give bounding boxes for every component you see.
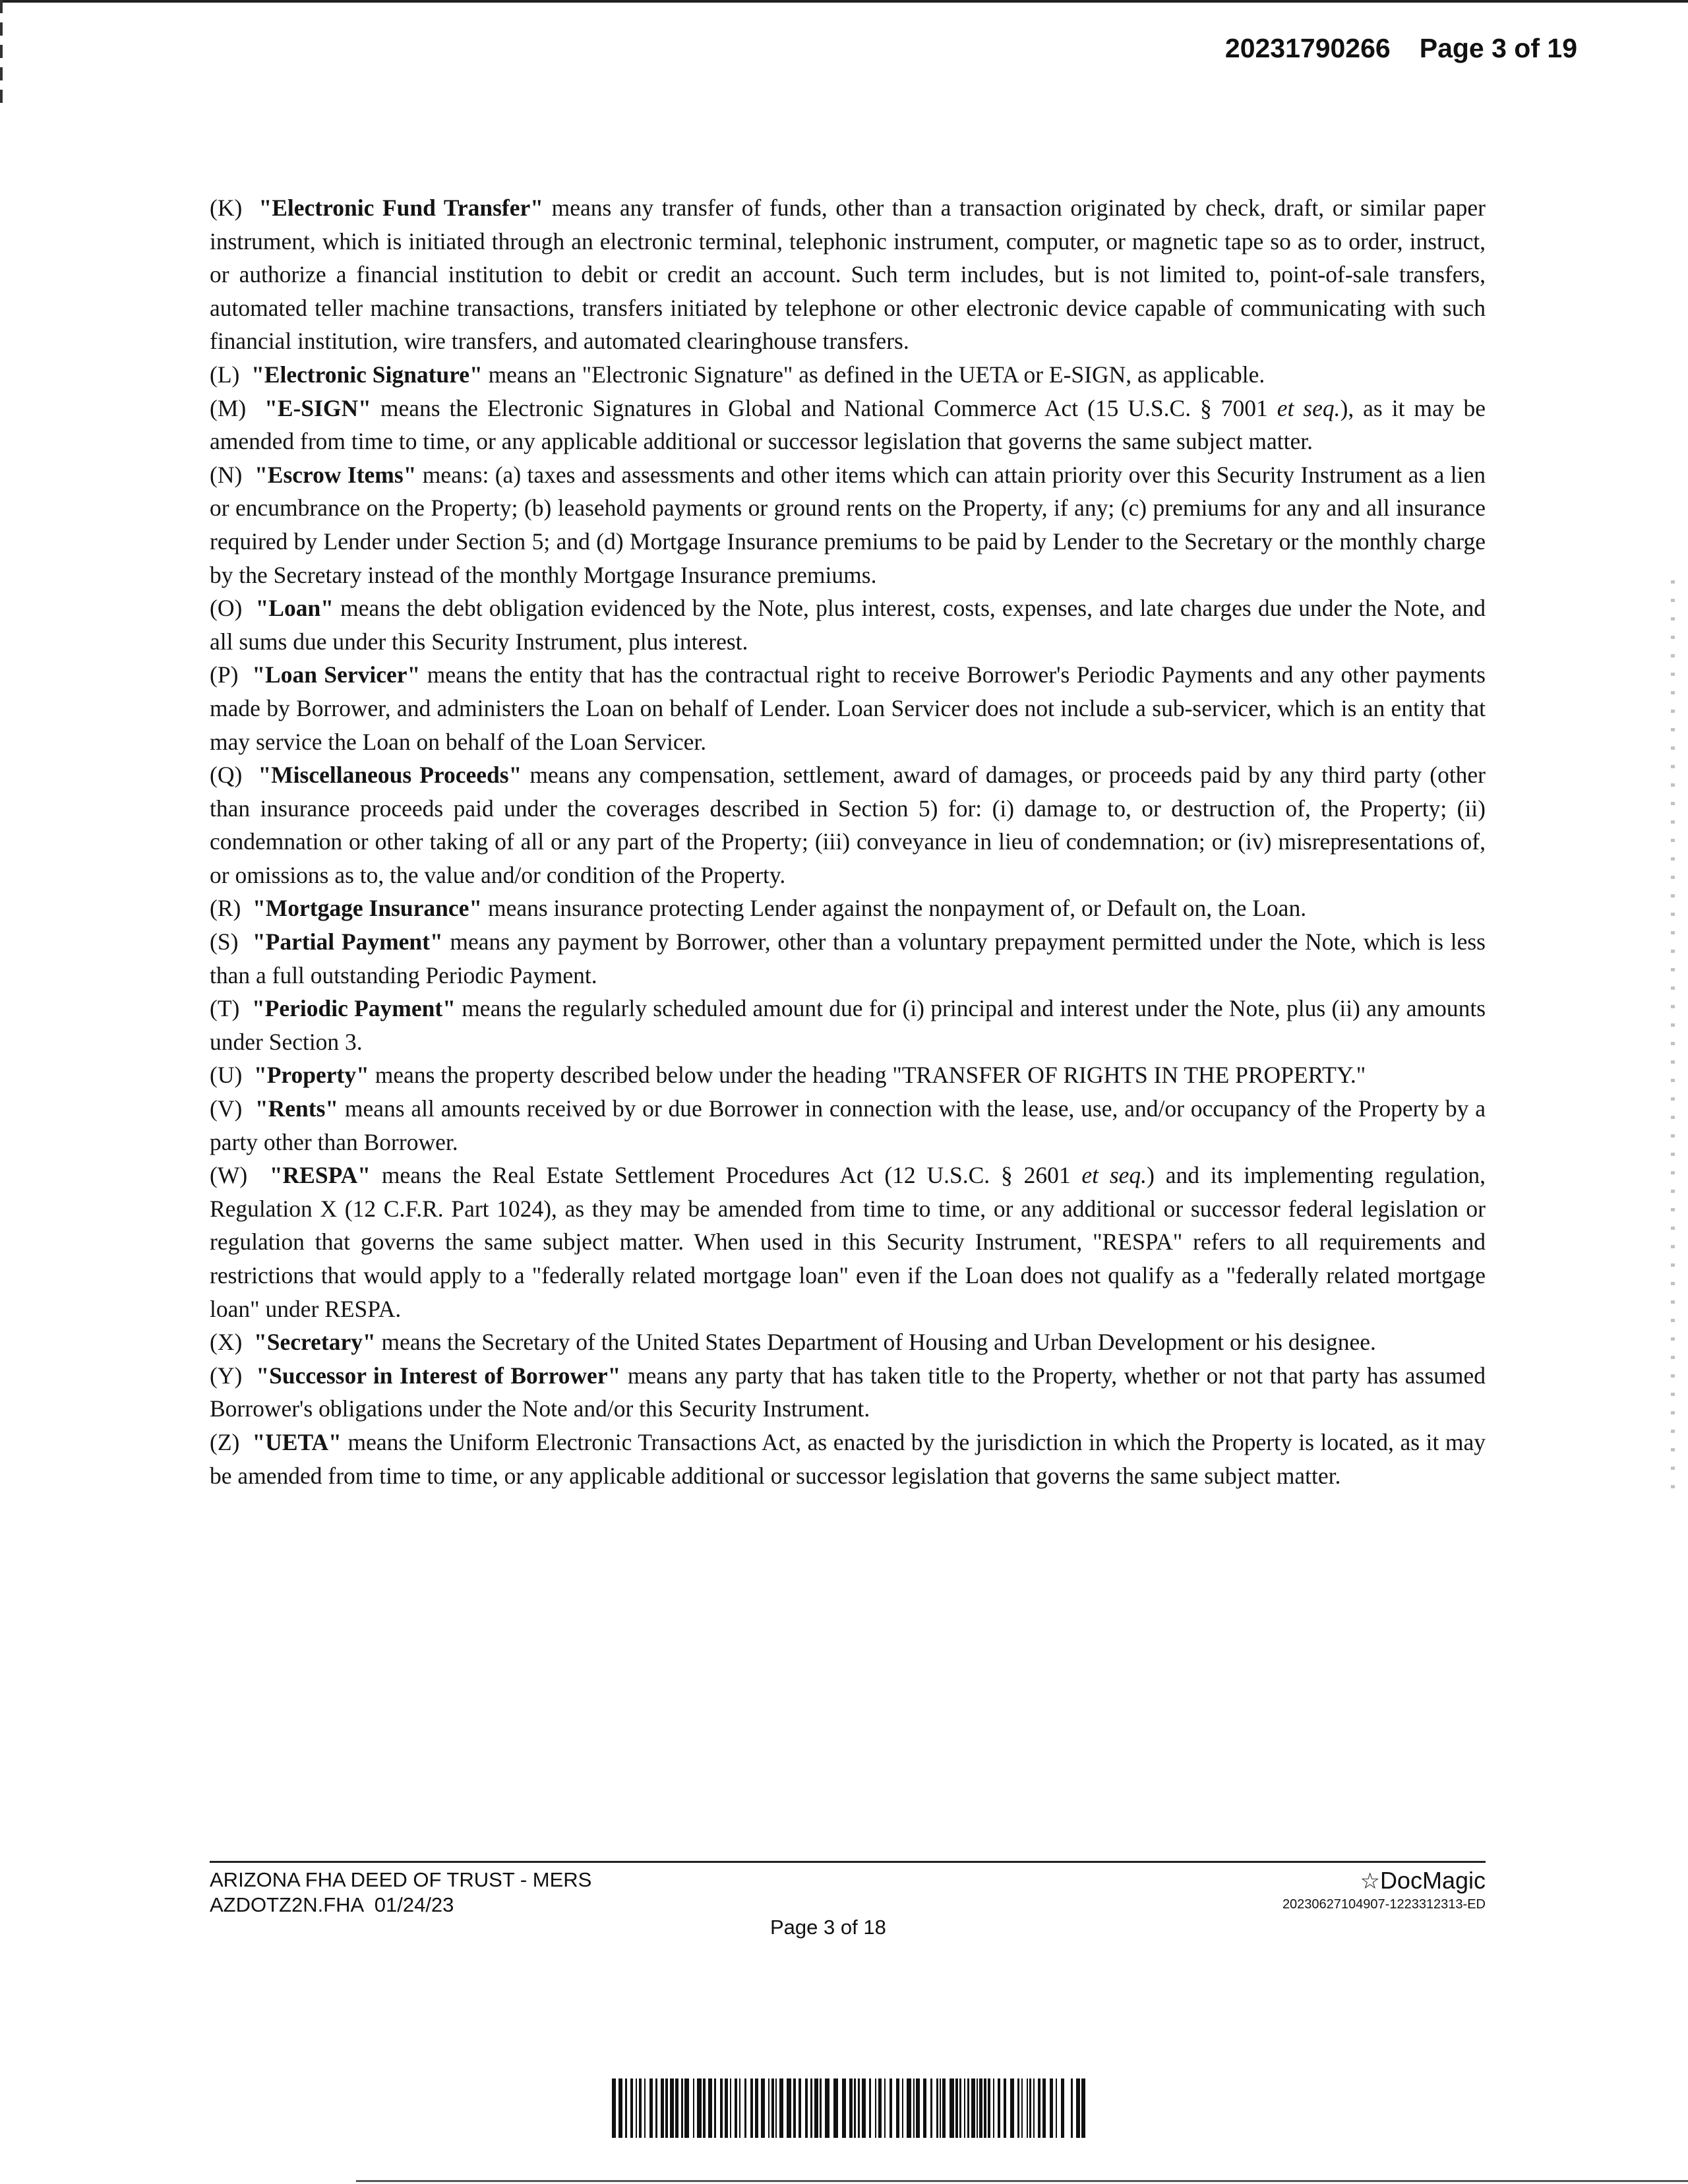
- definition-term: "Loan Servicer": [252, 661, 421, 688]
- definition-item: [210, 892, 1486, 925]
- star-outline-icon: ☆: [1360, 1869, 1380, 1894]
- definition-term: "RESPA": [269, 1162, 371, 1189]
- definition-text-continued: ) and its implementing regulation, Regulation X (12 C.F.R. Part 1024), as they may be amended from time to time, or any additional or successor federal legislation or regulation that governs the same subject matter. When used in this Security Instrument, "RESPA" refers to all requirements and restrictions that would apply to a "federally related mortgage loan" even if the Loan does not qualify as a "federally related mortgage loan" under RESPA.: [210, 1162, 1486, 1322]
- definition-item: [210, 592, 1486, 658]
- definition-label: (W): [210, 1162, 248, 1189]
- brand-name: DocMagic: [1379, 1867, 1486, 1894]
- scan-margin-dots: [1671, 580, 1675, 1503]
- definition-item: [210, 1359, 1486, 1426]
- definition-term: "Successor in Interest of Borrower": [256, 1362, 621, 1389]
- recording-number: 20231790266: [1224, 33, 1391, 63]
- recording-header: [1196, 33, 1577, 64]
- definition-text: means any payment by Borrower, other than a voluntary prepayment permitted under the Note, which is less than a full outstanding Periodic Payment.: [210, 928, 1486, 988]
- definition-item: [210, 658, 1486, 758]
- document-id: 20230627104907-1223312313-ED: [1282, 1897, 1486, 1912]
- definition-text: means all amounts received by or due Borrower in connection with the lease, use, and/or occupancy of the Property by a party other than Borrower.: [210, 1095, 1486, 1155]
- definition-label: (K): [210, 195, 243, 221]
- definition-text: means insurance protecting Lender against the nonpayment of, or Default on, the Loan.: [482, 895, 1307, 922]
- definition-term: "Loan": [255, 595, 334, 622]
- definition-term: "Periodic Payment": [251, 995, 456, 1022]
- definition-text: means the Electronic Signatures in Global and National Commerce Act (15 U.S.C. § 7001: [371, 394, 1277, 421]
- footer-page-number: Page 3 of 18: [770, 1916, 886, 1939]
- footer-brand: [1282, 1867, 1486, 1914]
- definition-term: "Secretary": [254, 1329, 376, 1356]
- definition-item: [210, 358, 1486, 392]
- definition-term: "Rents": [255, 1095, 339, 1122]
- definition-item: [210, 191, 1486, 358]
- definitions-body: [210, 191, 1486, 1492]
- definition-item: [210, 1058, 1486, 1092]
- definition-text: means any transfer of funds, other than a transaction originated by check, draft, or similar paper instrument, which is initiated through an electronic terminal, telephonic instrument, computer, or magnetic tape so as to order, instruct, or authorize a financial institution to debit or credit an account. Such term includes, but is not limited to, point-of-sale transfers, automated teller machine transactions, transfers initiated by telephone or other electronic device capable of communicating with such financial institution, wire transfers, and automated clearinghouse transfers.: [210, 195, 1486, 355]
- definition-text: means the property described below under the heading "TRANSFER OF RIGHTS IN THE PROPERTY.": [369, 1062, 1366, 1089]
- definition-text: means any compensation, settlement, award of damages, or proceeds paid by any third party (other than insurance proceeds paid under the coverages described in Section 5) for: (i) damage to, or destruction of, the Property; (ii) condemnation or other taking of all or any part of the Property; (iii) conveyance in lieu of condemnation; or (iv) misrepresentations of, or omissions as to, the value and/or condition of the Property.: [210, 762, 1486, 888]
- definition-label: (T): [210, 995, 240, 1022]
- footer-divider: [210, 1861, 1486, 1863]
- definition-text: means an "Electronic Signature" as defined in the UETA or E-SIGN, as applicable.: [482, 361, 1265, 388]
- definition-label: (Y): [210, 1362, 243, 1389]
- definition-term: "UETA": [252, 1428, 342, 1455]
- definition-label: (M): [210, 394, 247, 421]
- definition-label: (O): [210, 595, 243, 622]
- definition-term: "Escrow Items": [255, 461, 417, 488]
- definition-citation: et seq.: [1081, 1162, 1147, 1189]
- footer-form-info: [210, 1867, 591, 1918]
- definition-text: means the Real Estate Settlement Procedures Act (12 U.S.C. § 2601: [371, 1162, 1082, 1189]
- barcode: [612, 2078, 1085, 2138]
- definition-label: (S): [210, 928, 239, 956]
- definition-text-continued: ), as it may be amended from time to time, or any applicable additional or successor legislation that governs the same subject matter.: [210, 394, 1486, 455]
- definition-item: [210, 992, 1486, 1058]
- definition-term: "Property": [254, 1062, 369, 1089]
- definition-term: "Electronic Signature": [251, 361, 483, 388]
- definition-item: [210, 1426, 1486, 1492]
- definition-item: [210, 925, 1486, 992]
- definition-term: "Partial Payment": [252, 928, 443, 956]
- definition-label: (Z): [210, 1428, 240, 1455]
- definition-term: "Miscellaneous Proceeds": [258, 762, 522, 789]
- definition-label: (U): [210, 1062, 243, 1089]
- definition-text: means the Secretary of the United States Department of Housing and Urban Development or his designee.: [375, 1329, 1376, 1356]
- definition-citation: et seq.: [1277, 394, 1341, 421]
- definition-text: means the Uniform Electronic Transactions Act, as enacted by the jurisdiction in which the Property is located, as it may be amended from time to time, or any applicable additional or successor legislation that governs the same subject matter.: [210, 1428, 1486, 1489]
- definition-item: [210, 758, 1486, 892]
- scan-edge-marks: [0, 0, 3, 106]
- form-title: ARIZONA FHA DEED OF TRUST - MERS: [210, 1868, 592, 1891]
- definition-label: (P): [210, 661, 239, 688]
- definition-item: [210, 1325, 1486, 1359]
- definition-item: [210, 1159, 1486, 1325]
- definition-label: (V): [210, 1095, 243, 1122]
- definition-text: means the entity that has the contractual right to receive Borrower's Periodic Payments and any other payments made by Borrower, and administers the Loan on behalf of Lender. Loan Servicer does not include a sub-servicer, which is an entity that may service the Loan on behalf of the Loan Servicer.: [210, 661, 1486, 755]
- definition-text: means the debt obligation evidenced by the Note, plus interest, costs, expenses, and late charges due under the Note, and all sums due under this Security Instrument, plus interest.: [210, 595, 1486, 655]
- definition-label: (L): [210, 361, 240, 388]
- definition-text: means: (a) taxes and assessments and other items which can attain priority over this Security Instrument as a lien or encumbrance on the Property; (b) leasehold payments or ground rents on the Property, if any; (c) premiums for any and all insurance required by Lender under Section 5; and (d) Mortgage Insurance premiums to be paid by Lender to the Secretary or the monthly charge by the Secretary instead of the monthly Mortgage Insurance premiums.: [210, 461, 1486, 588]
- top-border-line: [0, 0, 1688, 3]
- definition-item: [210, 1092, 1486, 1159]
- definition-term: "E-SIGN": [264, 394, 371, 421]
- bottom-border-line: [356, 2180, 1688, 2182]
- definition-item: [210, 458, 1486, 592]
- definition-text: means the regularly scheduled amount due for (i) principal and interest under the Note, plus (ii) any amounts under Section 3.: [210, 995, 1486, 1055]
- definition-label: (Q): [210, 762, 243, 789]
- definition-term: "Mortgage Insurance": [253, 895, 483, 922]
- definition-item: [210, 392, 1486, 458]
- recording-page-label: Page 3 of 19: [1419, 33, 1577, 63]
- definition-label: (R): [210, 895, 241, 922]
- definition-label: (X): [210, 1329, 243, 1356]
- form-code: AZDOTZ2N.FHA 01/24/23: [210, 1893, 454, 1916]
- definition-label: (N): [210, 461, 243, 488]
- definition-text: means any party that has taken title to the Property, whether or not that party has assumed Borrower's obligations under the Note and/or this Security Instrument.: [210, 1362, 1486, 1422]
- definition-term: "Electronic Fund Transfer": [258, 195, 543, 221]
